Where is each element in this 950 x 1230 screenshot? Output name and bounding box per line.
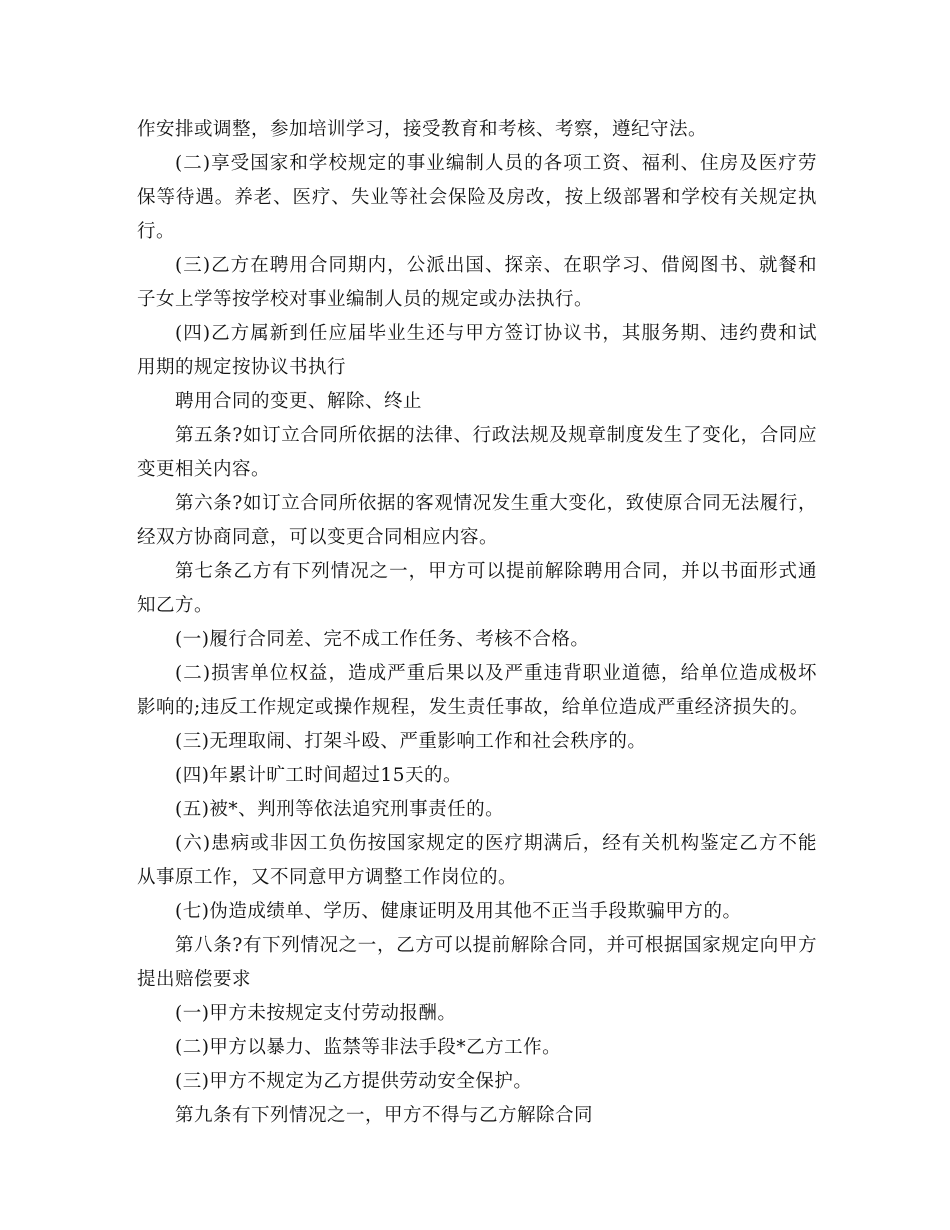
article-8-item-1: (一)甲方未按规定支付劳动报酬。 — [175, 1003, 457, 1024]
article-7-item-6: (六)患病或非因工负伤按国家规定的医疗期满后，经有关机构鉴定乙方不能从事原工作，又不同意甲方调整工作岗位的。 — [137, 833, 817, 888]
article-5: 第五条?如订立合同所依据的法律、行政法规及规章制度发生了变化，合同应变更相关内容。 — [137, 425, 817, 480]
article-6: 第六条?如订立合同所依据的客观情况发生重大变化，致使原合同无法履行，经双方协商同意，可以变更合同相应内容。 — [137, 493, 817, 548]
paragraph-item-3: (三)乙方在聘用合同期内，公派出国、探亲、在职学习、借阅图书、就餐和子女上学等按学校对事业编制人员的规定或办法执行。 — [137, 255, 817, 310]
section-heading: 聘用合同的变更、解除、终止 — [175, 391, 423, 412]
article-7-item-3: (三)无理取闹、打架斗殴、严重影响工作和社会秩序的。 — [175, 731, 647, 752]
document-body — [137, 113, 817, 1133]
article-8-item-2: (二)甲方以暴力、监禁等非法手段*乙方工作。 — [175, 1037, 562, 1058]
article-8-item-3: (三)甲方不规定为乙方提供劳动安全保护。 — [175, 1071, 533, 1092]
article-7-item-1: (一)履行合同差、完不成工作任务、考核不合格。 — [175, 629, 590, 650]
article-8: 第八条?有下列情况之一，乙方可以提前解除合同，并可根据国家规定向甲方提出赔偿要求 — [137, 935, 817, 990]
paragraph-item-4: (四)乙方属新到任应届毕业生还与甲方签订协议书，其服务期、违约费和试用期的规定按协议书执行 — [137, 323, 817, 378]
article-7-item-4: (四)年累计旷工时间超过15天的。 — [175, 765, 462, 786]
article-7-item-2: (二)损害单位权益，造成严重后果以及严重违背职业道德，给单位造成极坏影响的;违反工作规定或操作规程，发生责任事故，给单位造成严重经济损失的。 — [137, 663, 817, 718]
article-7-item-7: (七)伪造成绩单、学历、健康证明及用其他不正当手段欺骗甲方的。 — [175, 901, 742, 922]
paragraph-continuation: 作安排或调整，参加培训学习，接受教育和考核、考察，遵纪守法。 — [137, 119, 708, 140]
article-9: 第九条有下列情况之一，甲方不得与乙方解除合同 — [175, 1105, 594, 1126]
article-7: 第七条乙方有下列情况之一，甲方可以提前解除聘用合同，并以书面形式通知乙方。 — [137, 561, 817, 616]
article-7-item-5: (五)被*、判刑等依法追究刑事责任的。 — [175, 799, 505, 820]
paragraph-item-2: (二)享受国家和学校规定的事业编制人员的各项工资、福利、住房及医疗劳保等待遇。养老、医疗、失业等社会保险及房改，按上级部署和学校有关规定执行。 — [137, 153, 817, 242]
